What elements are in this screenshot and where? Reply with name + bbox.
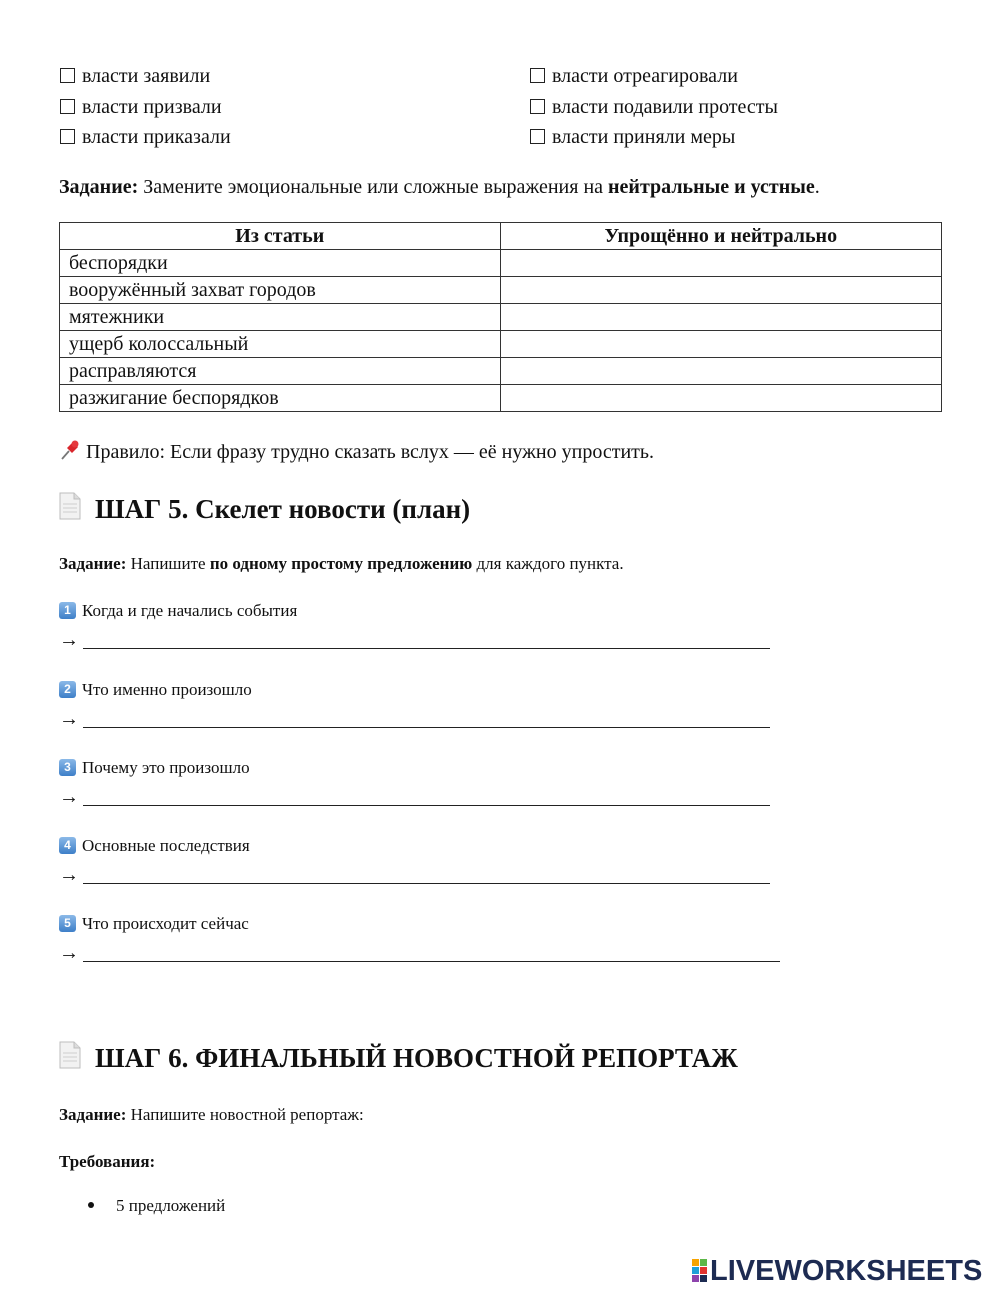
table-cell-answer[interactable] [500,250,941,277]
table-cell-source: мятежники [60,304,501,331]
answer-line[interactable] [83,805,770,806]
table-cell-answer[interactable] [500,277,941,304]
keycap-3-icon: 3 [59,759,76,776]
table-row [60,358,942,385]
arrow-icon: → [59,786,79,808]
table-cell-answer[interactable] [500,358,941,385]
table-cell-answer[interactable] [500,304,941,331]
liveworksheets-logo-icon [692,1258,708,1282]
checkbox-icon[interactable] [530,129,545,144]
arrow-icon: → [59,629,79,651]
table-row [60,277,942,304]
phrase-table [59,222,942,412]
answer-line[interactable] [83,727,770,728]
keycap-1-icon: 1 [59,602,76,619]
checkbox-icon[interactable] [530,68,545,83]
table-header-row [60,223,942,250]
arrow-icon: → [59,942,79,964]
table-row [60,385,942,412]
table-cell-source: разжигание беспорядков [60,385,501,412]
column-header-from-article: Из статьи [60,223,501,250]
arrow-icon: → [59,864,79,886]
answer-line[interactable] [83,648,770,649]
table-cell-source: вооружённый захват городов [60,277,501,304]
option-vlasti-prikazali[interactable]: власти приказали [60,125,231,149]
plan-item: 5 Что происходит сейчас [59,913,249,935]
step-5-heading: ШАГ 5. Скелет новости (план) [59,492,470,526]
option-vlasti-zayavili[interactable]: власти заявили [60,64,210,88]
plan-item: 4 Основные последствия [59,835,250,857]
table-row [60,331,942,358]
step-6-instruction: Задание: Напишите новостной репортаж: [59,1105,364,1124]
option-vlasti-prizvali[interactable]: власти призвали [60,95,222,119]
table-row [60,304,942,331]
requirement-item: 5 предложений [88,1195,225,1217]
step-5-instruction: Задание: Напишите по одному простому предложению для каждого пункта. [59,554,624,573]
table-cell-answer[interactable] [500,385,941,412]
document-icon [59,492,81,520]
table-cell-answer[interactable] [500,331,941,358]
step-6-heading: ШАГ 6. ФИНАЛЬНЫЙ НОВОСТНОЙ РЕПОРТАЖ [59,1041,738,1075]
plan-item: 3 Почему это произошло [59,757,250,779]
plan-item: 1 Когда и где начались события [59,600,297,622]
requirements-label: Требования: [59,1152,156,1171]
bullet-icon [88,1202,94,1208]
checkbox-icon[interactable] [60,129,75,144]
column-header-simplified: Упрощённо и нейтрально [500,223,941,250]
table-row [60,250,942,277]
rule-line: Правило: Если фразу трудно сказать вслух — её нужно упростить. [59,439,654,464]
arrow-icon: → [59,708,79,730]
table-cell-source: беспорядки [60,250,501,277]
document-icon [59,1041,81,1069]
task-1-instruction: Задание: Замените эмоциональные или сложные выражения на нейтральные и устные. [59,176,820,198]
table-cell-source: ущерб колоссальный [60,331,501,358]
option-vlasti-otreagirovali[interactable]: власти отреагировали [530,64,738,88]
keycap-4-icon: 4 [59,837,76,854]
liveworksheets-logo: LIVEWORKSHEETS [692,1255,982,1288]
option-vlasti-podavili[interactable]: власти подавили протесты [530,95,778,119]
answer-line[interactable] [83,961,780,962]
option-vlasti-prinyali[interactable]: власти приняли меры [530,125,735,149]
pushpin-icon [59,439,81,461]
checkbox-icon[interactable] [60,99,75,114]
keycap-2-icon: 2 [59,681,76,698]
plan-item: 2 Что именно произошло [59,679,252,701]
table-cell-source: расправляются [60,358,501,385]
answer-line[interactable] [83,883,770,884]
checkbox-icon[interactable] [60,68,75,83]
keycap-5-icon: 5 [59,915,76,932]
checkbox-icon[interactable] [530,99,545,114]
